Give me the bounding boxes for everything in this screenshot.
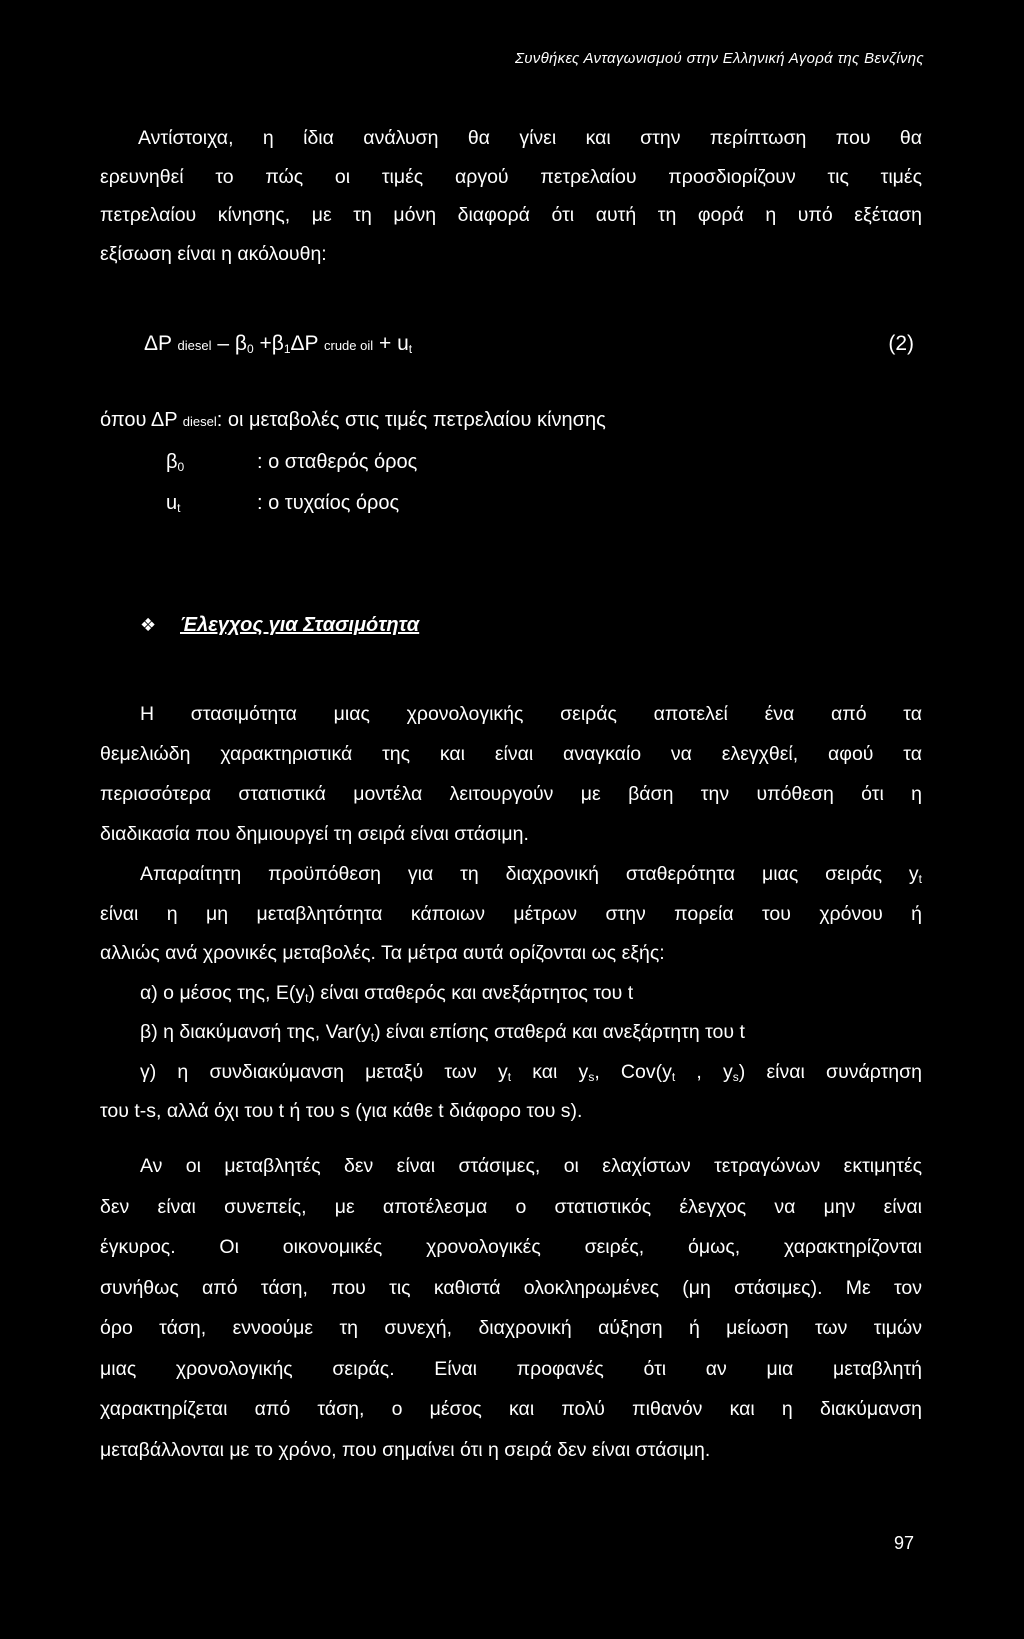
- para3-line-7: χαρακτηρίζεται από τάση, ο μέσος και πολύ πιθανόν και η διακύμανση: [100, 1398, 922, 1420]
- eq-beta0: $\beta_0$: [234, 332, 254, 356]
- para2-line-3: αλλιώς ανά χρονικές μεταβολές. Τα μέτρα αυτά ορίζονται ως εξής:: [100, 942, 665, 964]
- intro-line-4: εξίσωση είναι η ακόλουθη:: [100, 242, 327, 265]
- intro-line-2: ερευνηθεί το πώς οι τιμές αργού πετρελαίου προσδιορίζουν τις τιμές: [100, 165, 922, 188]
- def-term-ut: $u_t$: [166, 492, 181, 515]
- def-term-b0: $\beta_0$: [166, 451, 185, 474]
- equation-number: (2): [888, 332, 914, 355]
- paragraph-conditions: [100, 855, 922, 1132]
- def-sub-diesel: diesel: [182, 414, 217, 429]
- section-heading: [140, 614, 419, 637]
- paragraph-stationarity: [100, 694, 922, 854]
- para3-line-6: μιας χρονολογικής σειράς. Είναι προφανές ότι αν μια μεταβλητή: [100, 1357, 922, 1380]
- para1-line-4: διαδικασία που δημιουργεί τη σειρά είναι στάσιμη.: [100, 823, 529, 845]
- para3-line-8: μεταβάλλονται με το χρόνο, που σημαίνει ότι η σειρά δεν είναι στάσιμη.: [100, 1438, 711, 1461]
- eq-plus: +: [378, 332, 392, 355]
- condition-b: β) η διακύμανσή της, $Var(y_t)$ είναι επίσης σταθερά και ανεξάρτητη του t: [140, 1021, 745, 1044]
- para1-line-1: Η στασιμότητα μιας χρονολογικής σειράς αποτελεί ένα από τα: [140, 703, 922, 725]
- para2-line-2: είναι η μη μεταβλητότητα κάποιων μέτρων στην πορεία του χρόνου ή: [100, 902, 922, 925]
- condition-a: α) ο μέσος της, $E(y_t)$ είναι σταθερός και ανεξάρτητος του t: [140, 981, 634, 1005]
- para1-line-2: θεμελιώδη χαρακτηριστικά της και είναι αναγκαίο να ελεγχθεί, αφού τα: [100, 743, 922, 765]
- para3-line-5: όρο τάση, εννοούμε τη συνεχή, διαχρονική αύξηση ή μείωση των τιμών: [100, 1317, 922, 1339]
- eq-sub-diesel: diesel: [177, 338, 212, 353]
- definition-delta-p: [100, 409, 606, 432]
- def-desc-b0: : ο σταθερός όρος: [257, 451, 418, 473]
- diamond-bullet-icon: ❖: [140, 615, 157, 635]
- condition-c-continued: του t-s, αλλά όχι του t ή του s (για κάθε t διάφορο του s).: [100, 1100, 583, 1122]
- eq-error-term: $u_t$: [397, 332, 413, 356]
- definition-ut: [166, 492, 399, 515]
- para2-line-1: Απαραίτητη προϋπόθεση για τη διαχρονική σταθερότητα μιας σειράς $y_t$: [140, 863, 922, 886]
- eq-operator: –: [217, 332, 229, 355]
- intro-line-3: πετρελαίου κίνησης, με τη μόνη διαφορά ότι αυτή τη φορά η υπό εξέταση: [100, 204, 922, 226]
- para1-line-3: περισσότερα στατιστικά μοντέλα λειτουργούν με βάση την υπόθεση ότι η: [100, 783, 922, 805]
- eq-sub-crude: crude oil: [324, 338, 374, 353]
- intro-line-1: Αντίστοιχα, η ίδια ανάλυση θα γίνει και στην περίπτωση που θα: [138, 127, 922, 149]
- para3-line-1: Αν οι μεταβλητές δεν είναι στάσιμες, οι ελαχίστων τετραγώνων εκτιμητές: [140, 1155, 922, 1177]
- paragraph-trend: [100, 1146, 922, 1470]
- para3-line-2: δεν είναι συνεπείς, με αποτέλεσμα ο στατιστικός έλεγχος να μην είναι: [100, 1195, 922, 1218]
- para3-line-3: έγκυρος. Οι οικονομικές χρονολογικές σειρές, όμως, χαρακτηρίζονται: [100, 1236, 922, 1258]
- where-word: όπου: [100, 409, 147, 431]
- def-term-dp: ΔP: [150, 409, 178, 431]
- page-number: 97: [893, 1533, 914, 1553]
- para3-line-4: συνήθως από τάση, που τις καθιστά ολοκληρωμένες (μη στάσιμες). Με τον: [100, 1276, 922, 1299]
- def-desc-ut: : ο τυχαίος όρος: [257, 492, 400, 514]
- condition-c: γ) η συνδιακύμανση μεταξύ των $y_t$ και $y_s$, $Cov(y_t$ , $y_s$) είναι συνάρτηση: [140, 1060, 922, 1084]
- eq-delta-p: ΔP: [144, 332, 172, 355]
- eq-beta1: $+\beta_1\Delta P$: [259, 332, 319, 356]
- equation-2: [144, 332, 412, 356]
- running-header: Συνθήκες Ανταγωνισμού στην Ελληνική Αγορά της Βενζίνης: [514, 50, 924, 67]
- def-desc-dp: : οι μεταβολές στις τιμές πετρελαίου κίνησης: [216, 409, 606, 431]
- definition-beta0: [166, 451, 417, 474]
- intro-paragraph: [100, 119, 922, 273]
- section-title: Έλεγχος για Στασιμότητα: [180, 614, 420, 636]
